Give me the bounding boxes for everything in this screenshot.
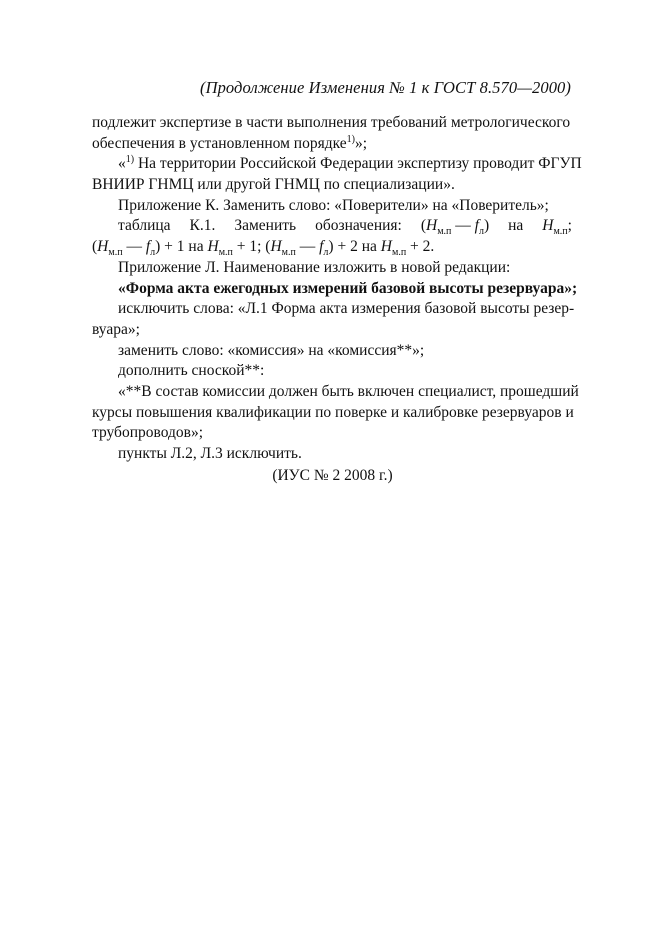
word: на: [508, 217, 524, 235]
document-body: [92, 113, 582, 465]
text-line: трубопроводов»;: [92, 424, 204, 442]
text-line: исключить слова: «Л.1 Форма акта измерения базовой высоты резер-: [118, 300, 575, 318]
text-line: подлежит экспертизе в части выполнения требований метрологического: [92, 114, 571, 131]
source-reference: (ИУС № 2 2008 г.): [272, 467, 393, 484]
text-line: [92, 134, 572, 155]
text-span: «: [118, 155, 126, 173]
continuation-header: (Продолжение Изменения № 1 к ГОСТ 8.570—2000): [199, 78, 571, 97]
word: обозначения:: [315, 217, 402, 235]
text-line: курсы повышения квалификации по поверке и калибровке резервуаров и: [92, 403, 574, 421]
formula: $H_{м.п}$;: [542, 217, 572, 238]
footnote-ref: 1): [346, 133, 355, 145]
text-line: пункты Л.2, Л.3 исключить.: [118, 445, 302, 462]
footnote-mark: 1): [125, 154, 135, 166]
word: Заменить: [234, 217, 297, 235]
text-line: «**В состав комиссии должен быть включен специалист, прошедший: [118, 382, 579, 400]
formula-line-1: [92, 216, 572, 237]
footnote-line: [92, 154, 582, 175]
text-line: дополнить сноской**:: [118, 362, 265, 380]
word: К.1.: [189, 217, 216, 235]
text-span: обеспечения в установленном порядке: [92, 134, 347, 152]
new-title-line: «Форма акта ежегодных измерений базовой высоты резервуара»;: [118, 279, 578, 297]
text-line: вуара»;: [92, 320, 140, 338]
text-span: На территории Российской Федерации экспертизу проводит ФГУП: [134, 155, 582, 173]
formula-line-2: ($H_{м.п}$ — $f_л) + 1$ на $H_{м.п} + 1$; ($H_{м.п}$ — $f_л) + 2$ на $H_{м.п} + 2$.: [92, 238, 435, 259]
formula: ($H_{м.п}$ — $f_л$): [420, 217, 490, 238]
text-line: ВНИИР ГНМЦ или другой ГНМЦ по специализации».: [92, 176, 455, 194]
text-line: заменить слово: «комиссия» на «комиссия**»;: [118, 341, 425, 359]
text-span: »;: [354, 134, 368, 152]
text-line: Приложение К. Заменить слово: «Поверители» на «Поверитель»;: [118, 196, 549, 214]
text-line: Приложение Л. Наименование изложить в новой редакции:: [118, 258, 511, 276]
word: таблица: [118, 217, 171, 235]
